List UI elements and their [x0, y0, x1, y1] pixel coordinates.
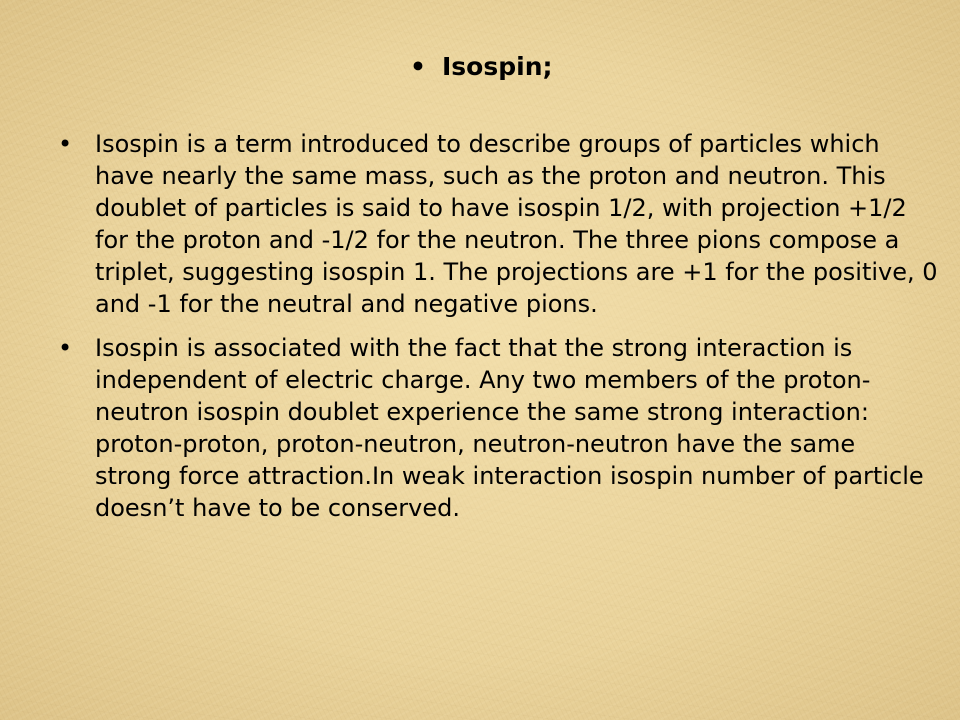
bullet-list [58, 128, 938, 536]
bullet-icon: • [410, 52, 426, 81]
bullet-text: Isospin is a term introduced to describe groups of particles which have nearly the same mass, such as the proton and neutron. This doublet of particles is said to have isospin 1/2, with projection +1/2 for the proton and -1/2 for the neutron. The three pions compose a triplet, suggesting isospin 1. The projections are +1 for the positive, 0 and -1 for the neutral and negative pions. [95, 130, 938, 318]
bullet-text: Isospin is associated with the fact that the strong interaction is independent of electric charge. Any two members of the proton-neutron isospin doublet experience the same strong interaction: proton-proton, proton-neutron, neutron-neutron have the same strong force attraction.In weak interaction isospin number of particle doesn’t have to be conserved. [95, 334, 924, 522]
bullet-item [58, 332, 938, 524]
bullet-icon: • [58, 130, 73, 158]
bullet-item [58, 128, 938, 320]
slide-title: Isospin; [442, 52, 553, 81]
bullet-icon: • [58, 334, 73, 362]
